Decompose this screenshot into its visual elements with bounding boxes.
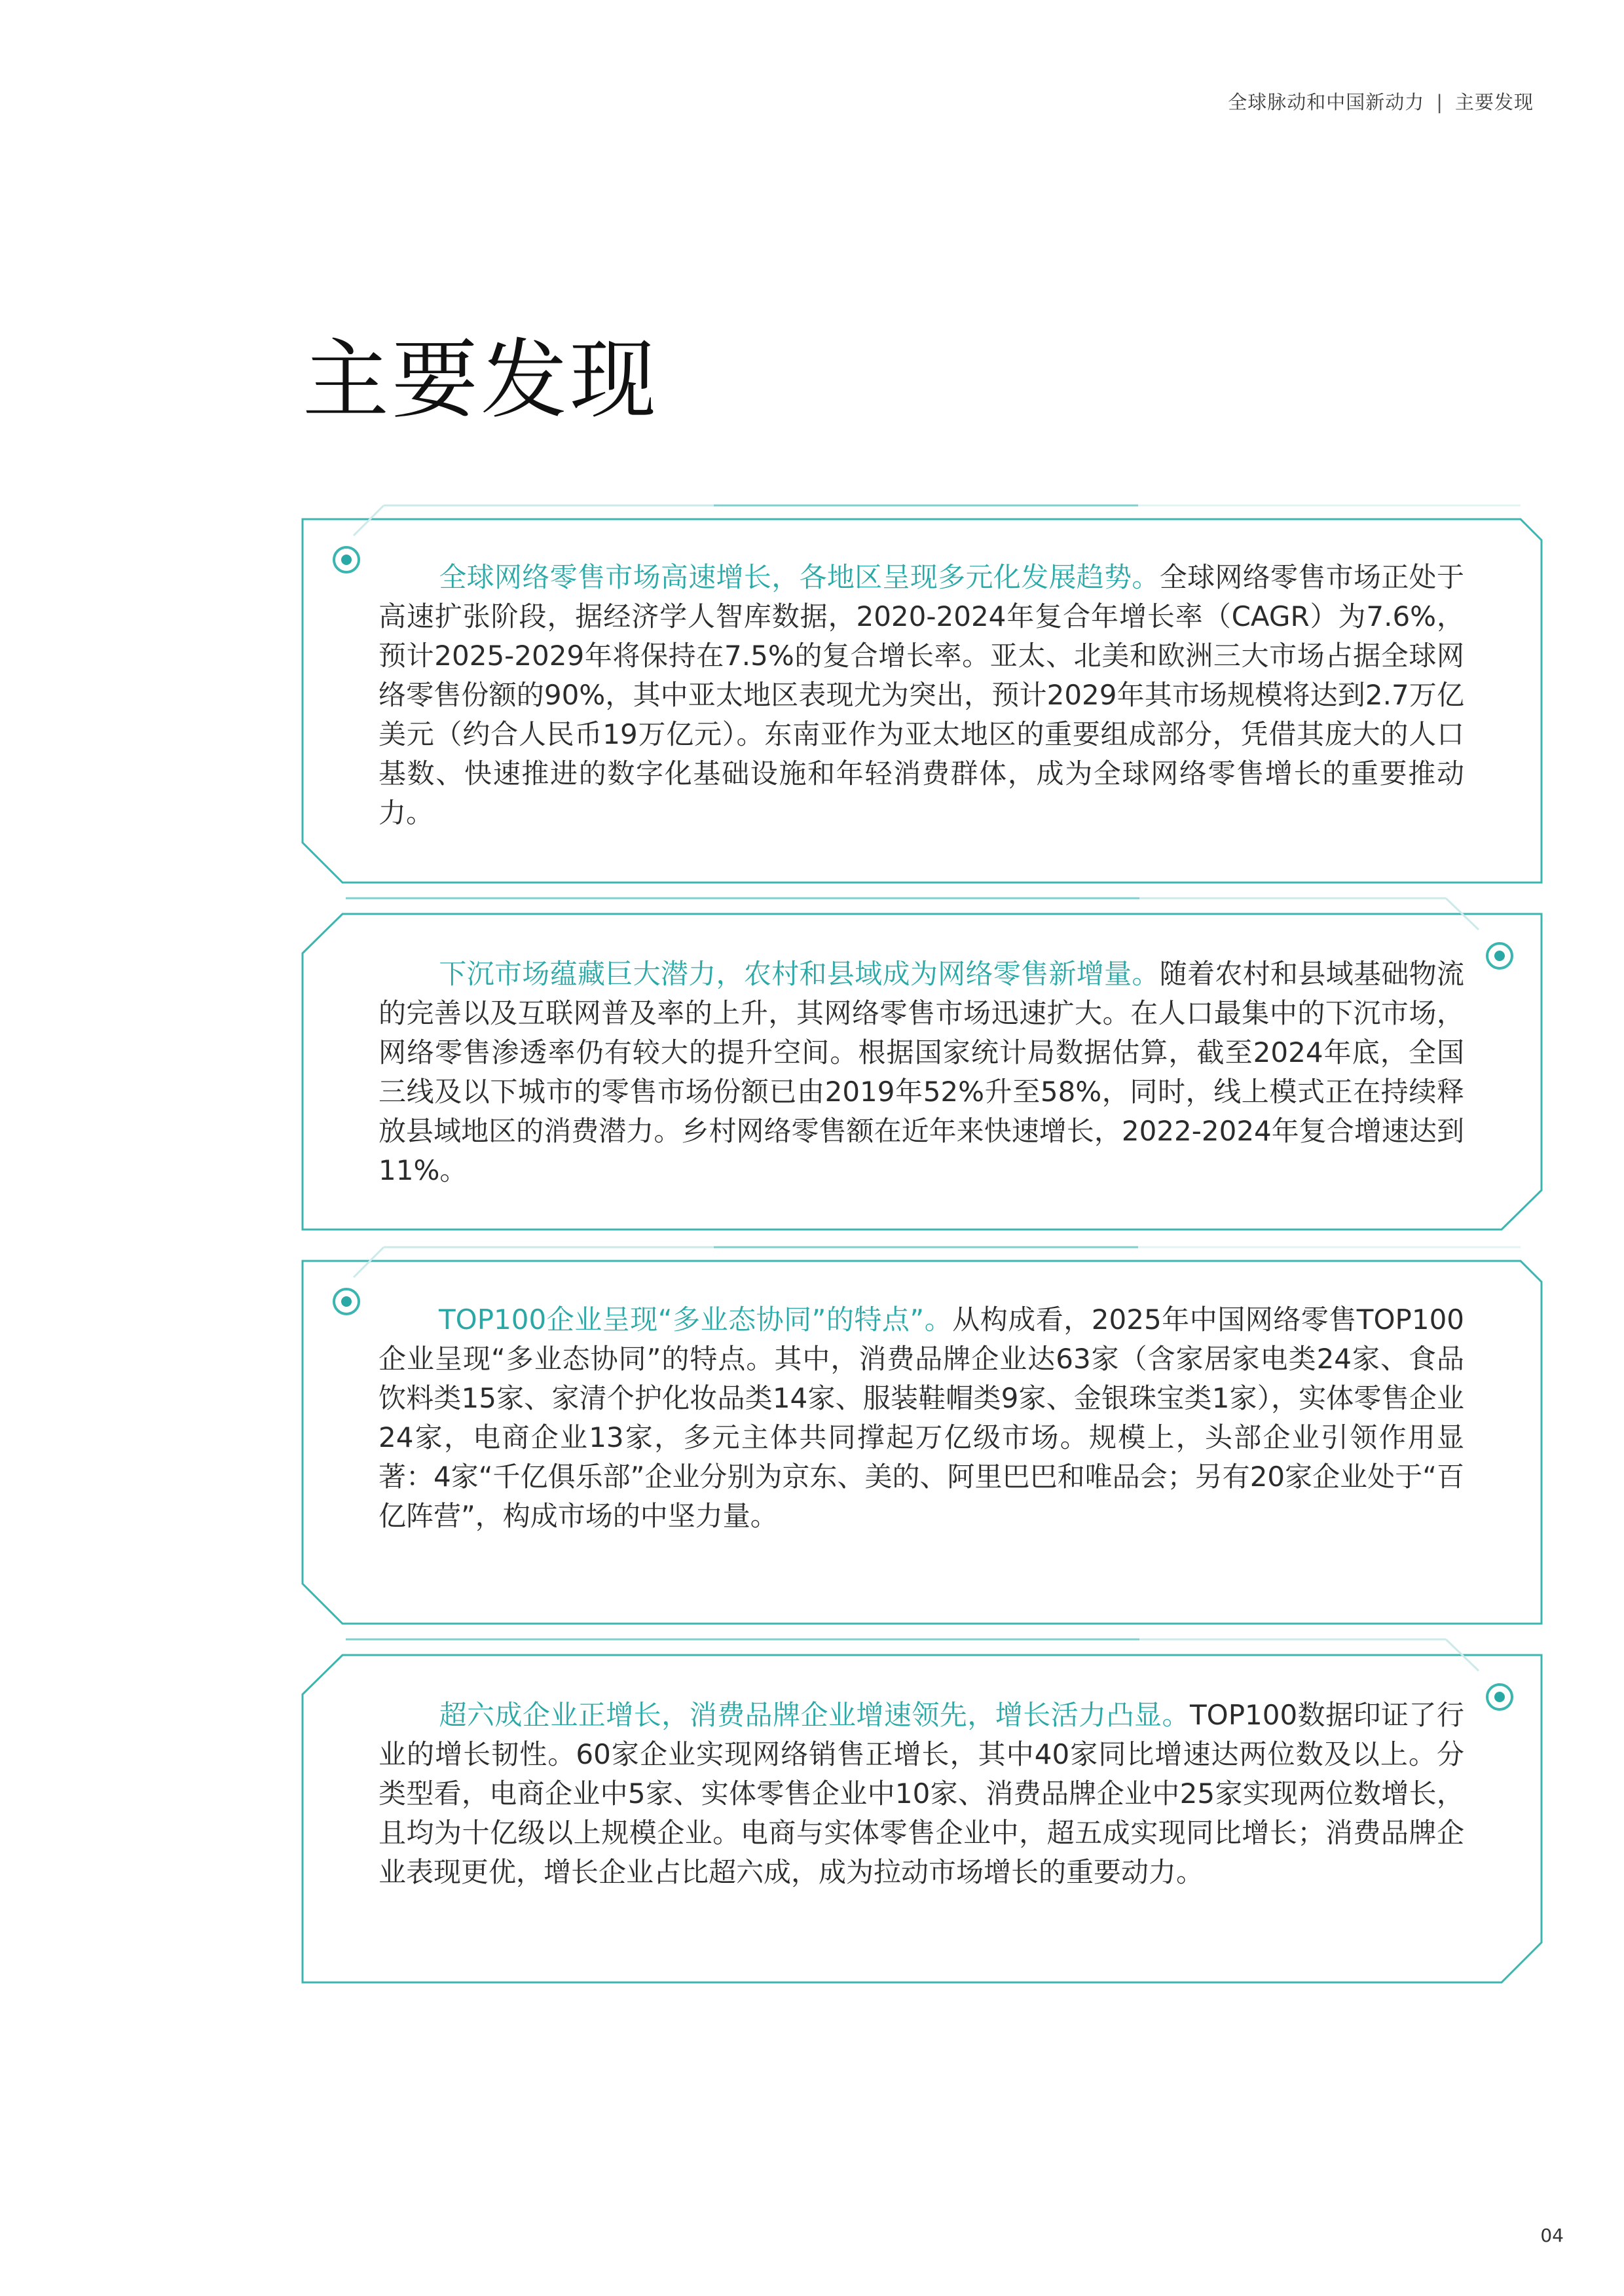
finding-lead: 下沉市场蕴藏巨大潜力，农村和县域成为网络零售新增量。 (439, 958, 1160, 990)
finding-card-1 (378, 558, 1464, 833)
finding-card-2 (378, 955, 1464, 1190)
target-icon (334, 1289, 359, 1314)
connector-line (354, 505, 384, 536)
finding-lead: TOP100企业呈现“多业态协同”的特点”。 (439, 1303, 953, 1336)
target-icon (1487, 1685, 1512, 1709)
finding-lead: 超六成企业正增长，消费品牌企业增速领先，增长活力凸显。 (439, 1699, 1190, 1731)
target-icon (334, 547, 359, 572)
target-icon (1487, 943, 1512, 968)
page-number: 04 (1540, 2225, 1564, 2246)
header-section-title: 主要发现 (1454, 91, 1534, 113)
finding-card-3 (378, 1300, 1464, 1536)
connector-line (354, 1247, 384, 1277)
finding-body: 随着农村和县域基础物流的完善以及互联网普及率的上升，其网络零售市场迅速扩大。在人口最集中的下沉市场，网络零售渗透率仍有较大的提升空间。根据国家统计局数据估算，截至2024年底，全国三线及以下城市的零售市场份额已由2019年52%升至58%，同时，线上模式正在持续释放县域地区的消费潜力。乡村网络零售额在近年来快速增长，2022-2024年复合增速达到11%。 (378, 958, 1464, 1186)
finding-body: TOP100数据印证了行业的增长韧性。60家企业实现网络销售正增长，其中40家同比增速达两位数及以上。分类型看，电商企业中5家、实体零售企业中10家、消费品牌企业中25家实现两位数增长，且均为十亿级以上规模企业。电商与实体零售企业中，超五成实现同比增长；消费品牌企业表现更优，增长企业占比超六成，成为拉动市场增长的重要动力。 (378, 1699, 1464, 1888)
page-title: 主要发现 (303, 330, 659, 431)
finding-body: 从构成看，2025年中国网络零售TOP100企业呈现“多业态协同”的特点。其中，消费品牌企业达63家（含家居家电类24家、食品饮料类15家、家清个护化妆品类14家、服装鞋帽类9家、金银珠宝类1家），实体零售企业24家，电商企业13家，多元主体共同撑起万亿级市场。规模上，头部企业引领作用显著：4家“千亿俱乐部”企业分别为京东、美的、阿里巴巴和唯品会；另有20家企业处于“百亿阵营”，构成市场的中坚力量。 (378, 1303, 1465, 1532)
header-report-title: 全球脉动和中国新动力 (1228, 91, 1425, 113)
finding-lead: 全球网络零售市场高速增长，各地区呈现多元化发展趋势。 (439, 561, 1160, 593)
finding-body: 全球网络零售市场正处于高速扩张阶段，据经济学人智库数据，2020-2024年复合年增长率（CAGR）为7.6%，预计2025-2029年将保持在7.5%的复合增长率。亚太、北美和欧洲三大市场占据全球网络零售份额的90%，其中亚太地区表现尤为突出，预计2029年其市场规模将达到2.7万亿美元（约合人民币19万亿元）。东南亚作为亚太地区的重要组成部分，凭借其庞大的人口基数、快速推进的数字化基础设施和年轻消费群体，成为全球网络零售增长的重要推动力。 (378, 561, 1464, 829)
header-separator: | (1436, 91, 1443, 113)
finding-card-4 (378, 1696, 1464, 1892)
